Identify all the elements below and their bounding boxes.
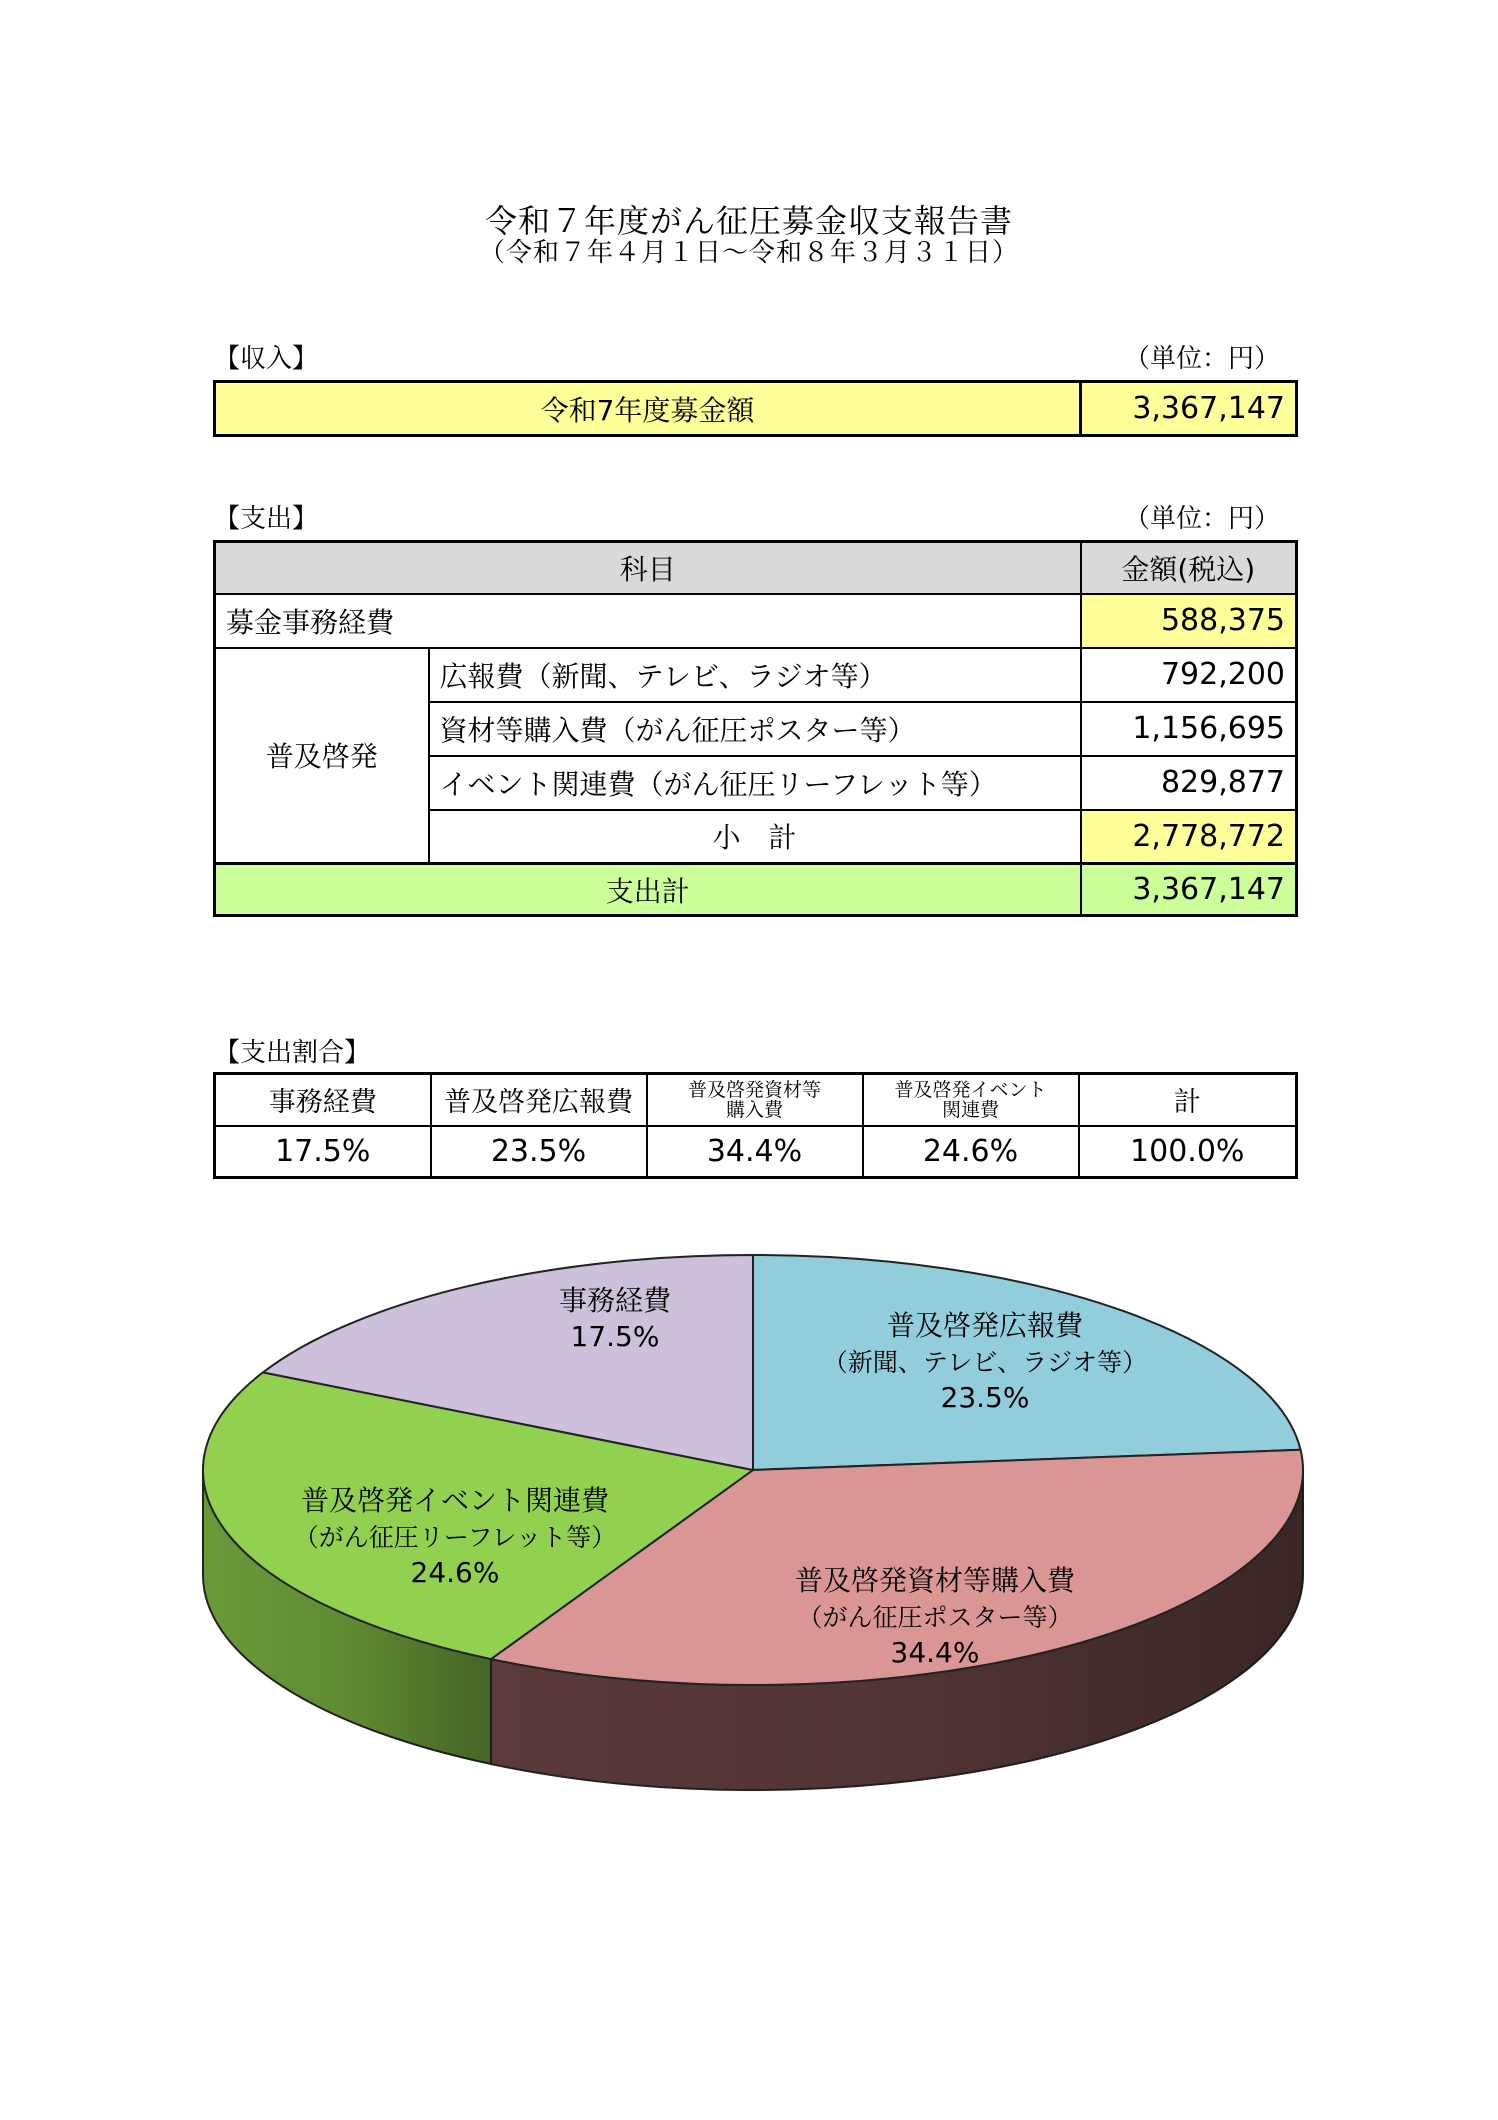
office-cost-label: 募金事務経費: [215, 594, 1081, 648]
pie-sublabel-1: （がん征圧ポスター等）: [797, 1603, 1073, 1632]
table-row: [215, 594, 1297, 648]
ratio-value: 23.5%: [431, 1126, 647, 1178]
table-row: [215, 382, 1297, 436]
table-row: [215, 648, 1297, 702]
pie-label-3: 事務経費: [558, 1284, 672, 1317]
income-label-cell: 令和7年度募金額: [215, 382, 1081, 436]
ratio-value: 100.0%: [1079, 1126, 1297, 1178]
expense-pie-chart: [0, 1200, 1498, 1900]
subtotal-value: 2,778,772: [1081, 810, 1297, 864]
ratio-header: 計: [1079, 1074, 1297, 1126]
expense-unit-label: （単位：円）: [1123, 504, 1280, 534]
pie-sublabel-0: （新聞、テレビ、ラジオ等）: [822, 1348, 1148, 1377]
total-value: 3,367,147: [1081, 864, 1297, 916]
pie-label-2: 普及啓発イベント関連費: [300, 1484, 610, 1517]
pie-value-label-0: 23.5%: [940, 1381, 1030, 1414]
item-value: 829,877: [1081, 756, 1297, 810]
item-label: 資材等購入費（がん征圧ポスター等）: [429, 702, 1081, 756]
ratio-header: [863, 1074, 1079, 1126]
office-cost-value: 588,375: [1081, 594, 1297, 648]
ratio-header-line: 購入費: [725, 1098, 783, 1121]
pie-value-label-1: 34.4%: [890, 1636, 980, 1669]
ratio-section-label: 【支出割合】: [214, 1038, 371, 1068]
table-row: [215, 542, 1297, 594]
expense-section-label: 【支出】: [214, 504, 319, 534]
item-label: イベント関連費（がん征圧リーフレット等）: [429, 756, 1081, 810]
expense-table: [213, 540, 1298, 917]
ratio-value: 34.4%: [647, 1126, 863, 1178]
table-row: [215, 1126, 1297, 1178]
page-subtitle: （令和７年４月１日～令和８年３月３１日）: [478, 238, 1019, 268]
table-row: [215, 1074, 1297, 1126]
expense-header-amount: 金額(税込): [1081, 542, 1297, 594]
ratio-header-line: 普及啓発イベント: [894, 1078, 1047, 1101]
pie-sublabel-2: （がん征圧リーフレット等）: [293, 1523, 617, 1552]
pie-value-label-3: 17.5%: [570, 1320, 660, 1353]
page-title: 令和７年度がん征圧募金収支報告書: [484, 202, 1013, 240]
expense-header-item: 科目: [215, 542, 1081, 594]
ratio-value: 24.6%: [863, 1126, 1079, 1178]
table-row: [215, 864, 1297, 916]
ratio-header-line: 普及啓発資材等: [687, 1078, 821, 1101]
item-label: 広報費（新聞、テレビ、ラジオ等）: [429, 648, 1081, 702]
ratio-header: [647, 1074, 863, 1126]
ratio-header-line: 関連費: [941, 1098, 999, 1121]
group-label: 普及啓発: [215, 648, 429, 864]
income-unit-label: （単位：円）: [1123, 344, 1280, 374]
item-value: 792,200: [1081, 648, 1297, 702]
total-label: 支出計: [215, 864, 1081, 916]
ratio-table: [213, 1072, 1298, 1179]
ratio-header: 普及啓発広報費: [431, 1074, 647, 1126]
pie-label-1: 普及啓発資材等購入費: [794, 1564, 1076, 1597]
pie-value-label-2: 24.6%: [410, 1556, 500, 1589]
income-table: [213, 380, 1298, 437]
item-value: 1,156,695: [1081, 702, 1297, 756]
pie-label-0: 普及啓発広報費: [886, 1309, 1084, 1342]
income-value-cell: 3,367,147: [1081, 382, 1297, 436]
ratio-header: 事務経費: [215, 1074, 431, 1126]
ratio-value: 17.5%: [215, 1126, 431, 1178]
income-section-label: 【収入】: [214, 344, 319, 374]
subtotal-label: 小 計: [429, 810, 1081, 864]
